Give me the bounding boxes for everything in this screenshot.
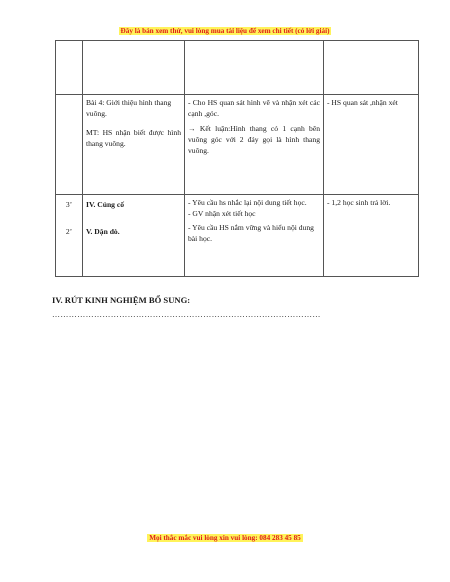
table-cell	[324, 95, 419, 195]
preview-notice-banner	[0, 27, 450, 35]
teacher-activity: - Cho HS quan sát hình vẽ và nhận xét các cạnh ,góc.	[188, 98, 320, 118]
contact-text: Mọi thắc mắc vui lòng xin vui lòng: 084 283 45 85	[149, 534, 301, 542]
table-cell	[83, 195, 185, 277]
section-heading: IV. Củng cố	[86, 200, 125, 209]
table-row	[56, 195, 419, 277]
table-cell	[56, 95, 83, 195]
teacher-activity: - GV nhận xét tiết học	[188, 209, 256, 218]
table-row	[56, 95, 419, 195]
review-heading: IV. RÚT KINH NGHIỆM BỔ SUNG:	[52, 295, 191, 305]
teacher-activity: - Yêu cầu HS nắm vững và hiểu nội dung bài học.	[188, 223, 314, 243]
preview-notice-text: Đây là bản xem thử, vui lòng mua tài liệu để xem chi tiết (có lời giải)	[120, 27, 330, 35]
activity-title: Bài 4: Giới thiệu hình thang vuông.	[86, 98, 172, 118]
activity-objective: MT: HS nhận biết được hình thang vuông.	[86, 128, 181, 148]
table-cell	[56, 41, 83, 95]
review-dotted-line: ……………………………………………………………………………………	[52, 310, 321, 319]
time-label: 2’	[65, 227, 73, 236]
contact-banner	[0, 534, 450, 542]
table-cell	[324, 195, 419, 277]
teacher-activity: - Yêu cầu hs nhắc lại nội dung tiết học.	[188, 198, 307, 207]
student-activity: - HS quan sát ,nhận xét	[327, 98, 398, 107]
table-cell	[56, 195, 83, 277]
table-cell	[185, 95, 324, 195]
time-label: 3’	[65, 200, 73, 209]
table-cell	[185, 41, 324, 95]
table-cell	[324, 41, 419, 95]
table-cell	[83, 95, 185, 195]
table-cell	[83, 41, 185, 95]
lesson-plan-table	[55, 40, 419, 277]
table-row	[56, 41, 419, 95]
section-heading: V. Dặn dò.	[86, 227, 120, 236]
table-cell	[185, 195, 324, 277]
teacher-conclusion: → Kết luận:Hình thang có 1 cạnh bên vuông góc với 2 đáy gọi là hình thang vuông.	[188, 124, 320, 155]
student-activity: - 1,2 học sinh trả lời.	[327, 198, 391, 207]
